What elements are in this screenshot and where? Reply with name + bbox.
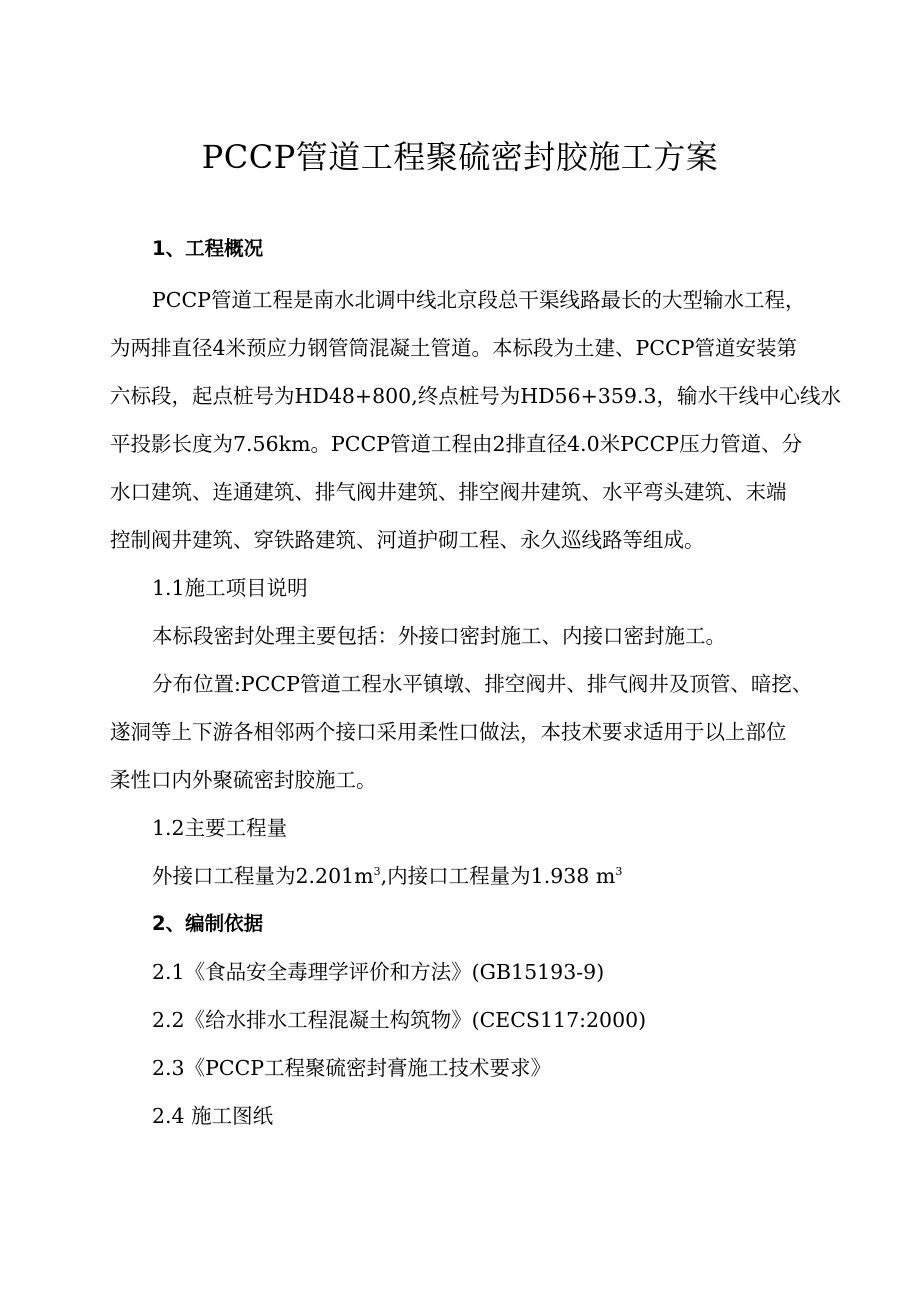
scope-text: 本标段密封处理主要包括：外接口密封施工、内接口密封施工。 xyxy=(152,624,726,648)
basis-item-1: 2.1《食品安全毒理学评价和方法》(GB15193-9) xyxy=(152,960,605,984)
basis-item-2: 2.2《给水排水工程混凝土构筑物》(CECS117:2000) xyxy=(152,1008,647,1032)
quantity-outer: 外接口工程量为2.201m xyxy=(152,864,374,888)
cubic-superscript: 3 xyxy=(615,865,623,878)
subsection-heading-1-2: 1.2主要工程量 xyxy=(152,816,288,840)
cubic-superscript: 3 xyxy=(373,865,381,878)
subsection-heading-1-1: 1.1施工项目说明 xyxy=(152,576,308,600)
location-line-1: 分布位置:PCCP管道工程水平镇墩、排空阀井、排气阀井及顶管、暗挖、 xyxy=(152,672,813,696)
location-line-3: 柔性口内外聚硫密封胶施工。 xyxy=(110,768,377,792)
overview-line-3: 六标段，起点桩号为HD48+800,终点桩号为HD56+359.3，输水干线中心线水 xyxy=(110,384,841,408)
section-heading-overview: 1、工程概况 xyxy=(152,237,264,260)
overview-line-4: 平投影长度为7.56km。PCCP管道工程由2排直径4.0米PCCP压力管道、分 xyxy=(110,432,803,456)
quantity-text xyxy=(152,862,622,890)
basis-item-4: 2.4 施工图纸 xyxy=(152,1104,274,1128)
overview-line-5: 水口建筑、连通建筑、排气阀井建筑、排空阀井建筑、水平弯头建筑、末端 xyxy=(110,480,787,504)
overview-line-6: 控制阀井建筑、穿铁路建筑、河道护砌工程、永久巡线路等组成。 xyxy=(110,528,705,552)
overview-line-2: 为两排直径4米预应力钢管筒混凝土管道。本标段为土建、PCCP管道安装第 xyxy=(110,336,797,360)
basis-item-3: 2.3《PCCP工程聚硫密封膏施工技术要求》 xyxy=(152,1056,552,1080)
quantity-inner: ,内接口工程量为1.938 m xyxy=(380,864,616,888)
overview-line-1: PCCP管道工程是南水北调中线北京段总干渠线路最长的大型输水工程， xyxy=(152,288,806,312)
document-title: PCCP管道工程聚硫密封胶施工方案 xyxy=(201,138,719,176)
location-line-2: 遂洞等上下游各相邻两个接口采用柔性口做法，本技术要求适用于以上部位 xyxy=(110,720,787,744)
section-heading-basis: 2、编制依据 xyxy=(152,912,264,935)
